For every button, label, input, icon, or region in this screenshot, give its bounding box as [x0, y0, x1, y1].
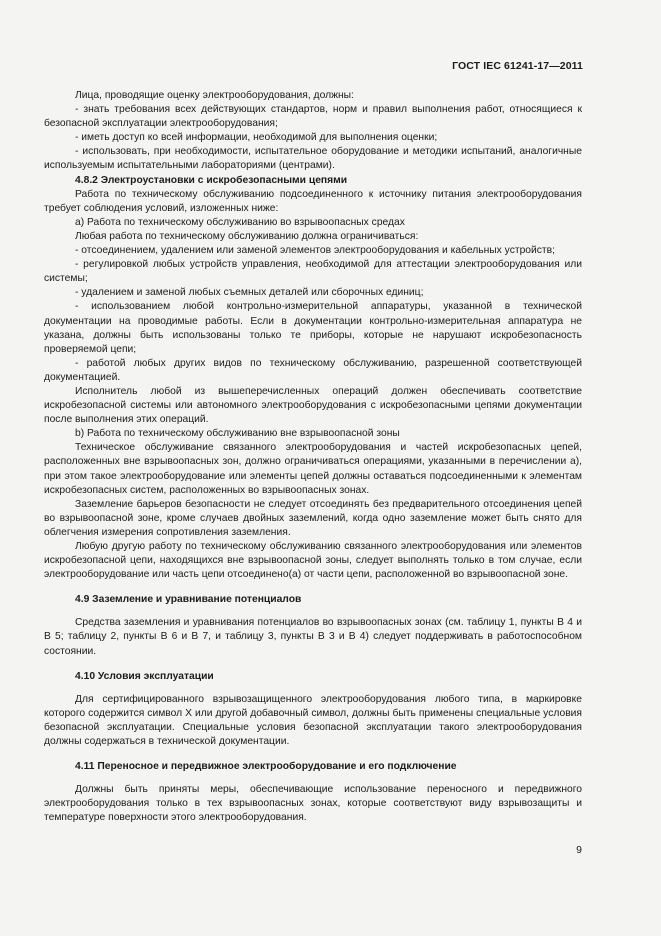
- paragraph: Техническое обслуживание связанного электрооборудования и частей искробезопасных цепей, расположенных вне взрывоопасных зон, должно ограничиваться операциями, указанными в перечислении а), при этом такое электрооборудование или элементы цепей должны оставаться подсоединенными к элементам искробезопасных систем, расположенных во взрывоопасных зонах.: [44, 442, 582, 496]
- paragraph: - использованием любой контрольно-измерительной аппаратуры, указанной в технической документации на проводимые работы. Если в документации контрольно-измерительная аппаратура не указана, должны быть использованы только те приборы, которые не нарушают искробезопасность проверяемой цепи;: [44, 301, 582, 355]
- standard-header: ГОСТ IEC 61241-17—2011: [452, 60, 583, 72]
- section-heading: 4.9 Заземление и уравнивание потенциалов: [75, 594, 302, 606]
- paragraph: - иметь доступ ко всей информации, необходимой для выполнения оценки;: [75, 132, 438, 144]
- paragraph: Любую другую работу по техническому обслуживанию связанного электрооборудования или элементов искробезопасной цепи, находящихся вне взрывоопасной зоны, следует выполнять только в том случае, если электрооборудование или часть цепи отсоединено(а) от части цепи, расположенной во взрывоопасной зоне.: [44, 541, 582, 581]
- section-heading: 4.8.2 Электроустановки с искробезопасными цепями: [75, 174, 348, 186]
- paragraph: Заземление барьеров безопасности не следует отсоединять без предварительного отсоединения цепей во взрывоопасной зоне, кроме случаев двойных заземлений, когда одно заземление может быть снято для облегчения измерения сопротивления заземления.: [44, 498, 582, 538]
- paragraph: Для сертифицированного взрывозащищенного электрооборудования любого типа, в маркировке которого содержится символ X или другой добавочный символ, должны быть применены специальные условия безопасной эксплуатации. Специальные условия безопасной эксплуатации такого электрооборудования должны содержаться в технической документации.: [44, 693, 582, 748]
- paragraph: - регулировкой любых устройств управления, необходимой для аттестации электрооборудования или системы;: [44, 259, 582, 285]
- paragraph: Исполнитель любой из вышеперечисленных операций должен обеспечивать соответствие искробезопасной системы или автономного электрооборудования с искробезопасными цепями документации после выполнения этих операций.: [44, 385, 582, 426]
- section-heading: 4.10 Условия эксплуатации: [75, 670, 214, 682]
- paragraph: - отсоединением, удалением или заменой элементов электрооборудования и кабельных устройств;: [75, 245, 555, 257]
- paragraph: - использовать, при необходимости, испытательное оборудование и методики испытаний, аналогичные используемым испытательными лабораториями (центрами).: [44, 146, 582, 172]
- paragraph: Средства заземления и уравнивания потенциалов во взрывоопасных зонах (см. таблицу 1, пункты В 4 и В 5; таблицу 2, пункты В 6 и В 7, и таблицу 3, пункты В 3 и В 4) следует поддерживать в работоспособном состоянии.: [44, 617, 582, 657]
- paragraph: Должны быть приняты меры, обеспечивающие использование переносного и передвижного электрооборудования только в тех взрывоопасных зонах, которые соответствуют виду взрывозащиты и температуре поверхности этого электрооборудования.: [44, 784, 582, 824]
- page-number: 9: [576, 844, 582, 856]
- paragraph: Лица, проводящие оценку электрооборудования, должны:: [75, 90, 354, 101]
- paragraph: - знать требования всех действующих стандартов, норм и правил выполнения работ, относящиеся к безопасной эксплуатации электрооборудования;: [44, 104, 582, 130]
- paragraph: - удалением и заменой любых съемных деталей или сборочных единиц;: [75, 287, 424, 299]
- document-body: [44, 89, 582, 826]
- section-heading: 4.11 Переносное и передвижное электрооборудование и его подключение: [75, 761, 457, 773]
- paragraph: a) Работа по техническому обслуживанию во взрывоопасных средах: [75, 216, 405, 228]
- paragraph: - работой любых других видов по техническому обслуживанию, разрешенной соответствующей документацией.: [44, 357, 582, 383]
- paragraph: Любая работа по техническому обслуживанию должна ограничиваться:: [75, 230, 419, 242]
- paragraph: Работа по техническому обслуживанию подсоединенного к источнику питания электрооборудования требует соблюдения условий, изложенных ниже:: [44, 188, 582, 214]
- paragraph: b) Работа по техническому обслуживанию вне взрывоопасной зоны: [75, 428, 400, 440]
